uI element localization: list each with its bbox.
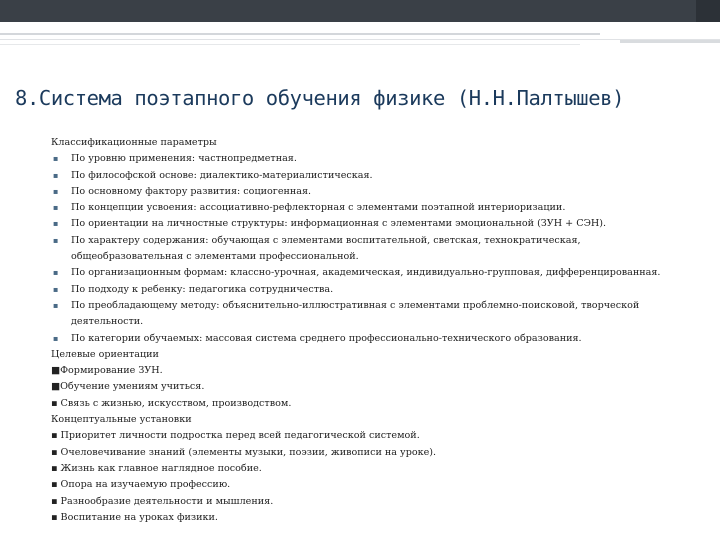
targets-list <box>51 363 691 412</box>
classification-item <box>51 331 691 347</box>
concepts-heading: Концептуальные установки <box>51 414 192 426</box>
top-bar-accent <box>696 0 720 22</box>
bullet-marker: ▪ <box>53 203 59 213</box>
concept-item: ▪ Очеловечивание знаний (элементы музыки, поэзии, живописи на уроке). <box>51 446 437 458</box>
classification-item-text: По характеру содержания: обучающая с элементами воспитательной, светская, технократическая, <box>71 234 581 246</box>
classification-item-text: По преобладающему методу: объяснительно-иллюстративная с элементами проблемно-поисковой, творческой <box>71 299 640 311</box>
classification-item-text: По концепции усвоения: ассоциативно-рефлекторная с элементами поэтапной интериоризации. <box>71 202 566 214</box>
classification-item <box>51 200 691 216</box>
top-bar <box>0 0 720 22</box>
concept-item: ▪ Приоритет личности подростка перед всей педагогической системой. <box>51 430 420 442</box>
target-item: ▪ Связь с жизнью, искусством, производством. <box>51 397 292 409</box>
bullet-marker: ▪ <box>53 268 59 278</box>
classification-item <box>51 298 691 314</box>
concept-item: ▪ Жизнь как главное наглядное пособие. <box>51 462 262 474</box>
bullet-marker: ▪ <box>53 333 59 343</box>
classification-item <box>51 151 691 167</box>
classification-list <box>51 151 691 347</box>
concepts-list <box>51 428 691 526</box>
classification-item <box>51 184 691 200</box>
classification-item-text: По уровню применения: частнопредметная. <box>71 153 297 165</box>
classification-item-text: По организационным формам: классно-урочная, академическая, индивидуально-групповая, дифференцированная. <box>71 267 661 279</box>
target-item: ■Обучение умениям учиться. <box>51 381 205 393</box>
header-rule <box>0 33 600 35</box>
bullet-marker: ▪ <box>53 284 59 294</box>
header-rule <box>620 40 720 43</box>
classification-item <box>51 216 691 232</box>
classification-item-text: По ориентации на личностные структуры: информационная с элементами эмоциональной (ЗУН + СЭН). <box>71 218 607 230</box>
classification-item-text: деятельности. <box>71 316 144 328</box>
classification-item <box>51 233 691 249</box>
classification-item-text: общеобразовательная с элементами профессиональной. <box>71 251 359 263</box>
classification-item-text: По основному фактору развития: социогенная. <box>71 185 312 197</box>
classification-item <box>51 168 691 184</box>
classification-item-text: По подходу к ребенку: педагогика сотрудничества. <box>71 283 334 295</box>
classification-item-text: По философской основе: диалектико-материалистическая. <box>71 169 373 181</box>
target-item: ■Формирование ЗУН. <box>51 365 163 377</box>
bullet-marker: ▪ <box>53 219 59 229</box>
bullet-marker: ▪ <box>53 235 59 245</box>
classification-item-text: По категории обучаемых: массовая система среднего профессионально-технического образования. <box>71 332 582 344</box>
classification-item <box>51 282 691 298</box>
classification-item-continuation <box>51 314 691 330</box>
concept-item: ▪ Воспитание на уроках физики. <box>51 511 218 523</box>
bullet-marker: ▪ <box>53 154 59 164</box>
classification-item <box>51 265 691 281</box>
bullet-marker: ▪ <box>53 186 59 196</box>
classification-heading: Классификационные параметры <box>51 137 217 148</box>
classification-item-continuation <box>51 249 691 265</box>
targets-heading: Целевые ориентации <box>51 348 159 360</box>
slide-title: 8.Система поэтапного обучения физике (Н.Н.Палтышев) <box>15 86 625 110</box>
slide-content <box>51 135 691 526</box>
header-rule <box>0 39 720 40</box>
header-rule <box>0 44 580 45</box>
bullet-marker: ▪ <box>53 300 59 310</box>
bullet-marker: ▪ <box>53 170 59 180</box>
concept-item: ▪ Разнообразие деятельности и мышления. <box>51 495 274 507</box>
concept-item: ▪ Опора на изучаемую профессию. <box>51 479 231 491</box>
